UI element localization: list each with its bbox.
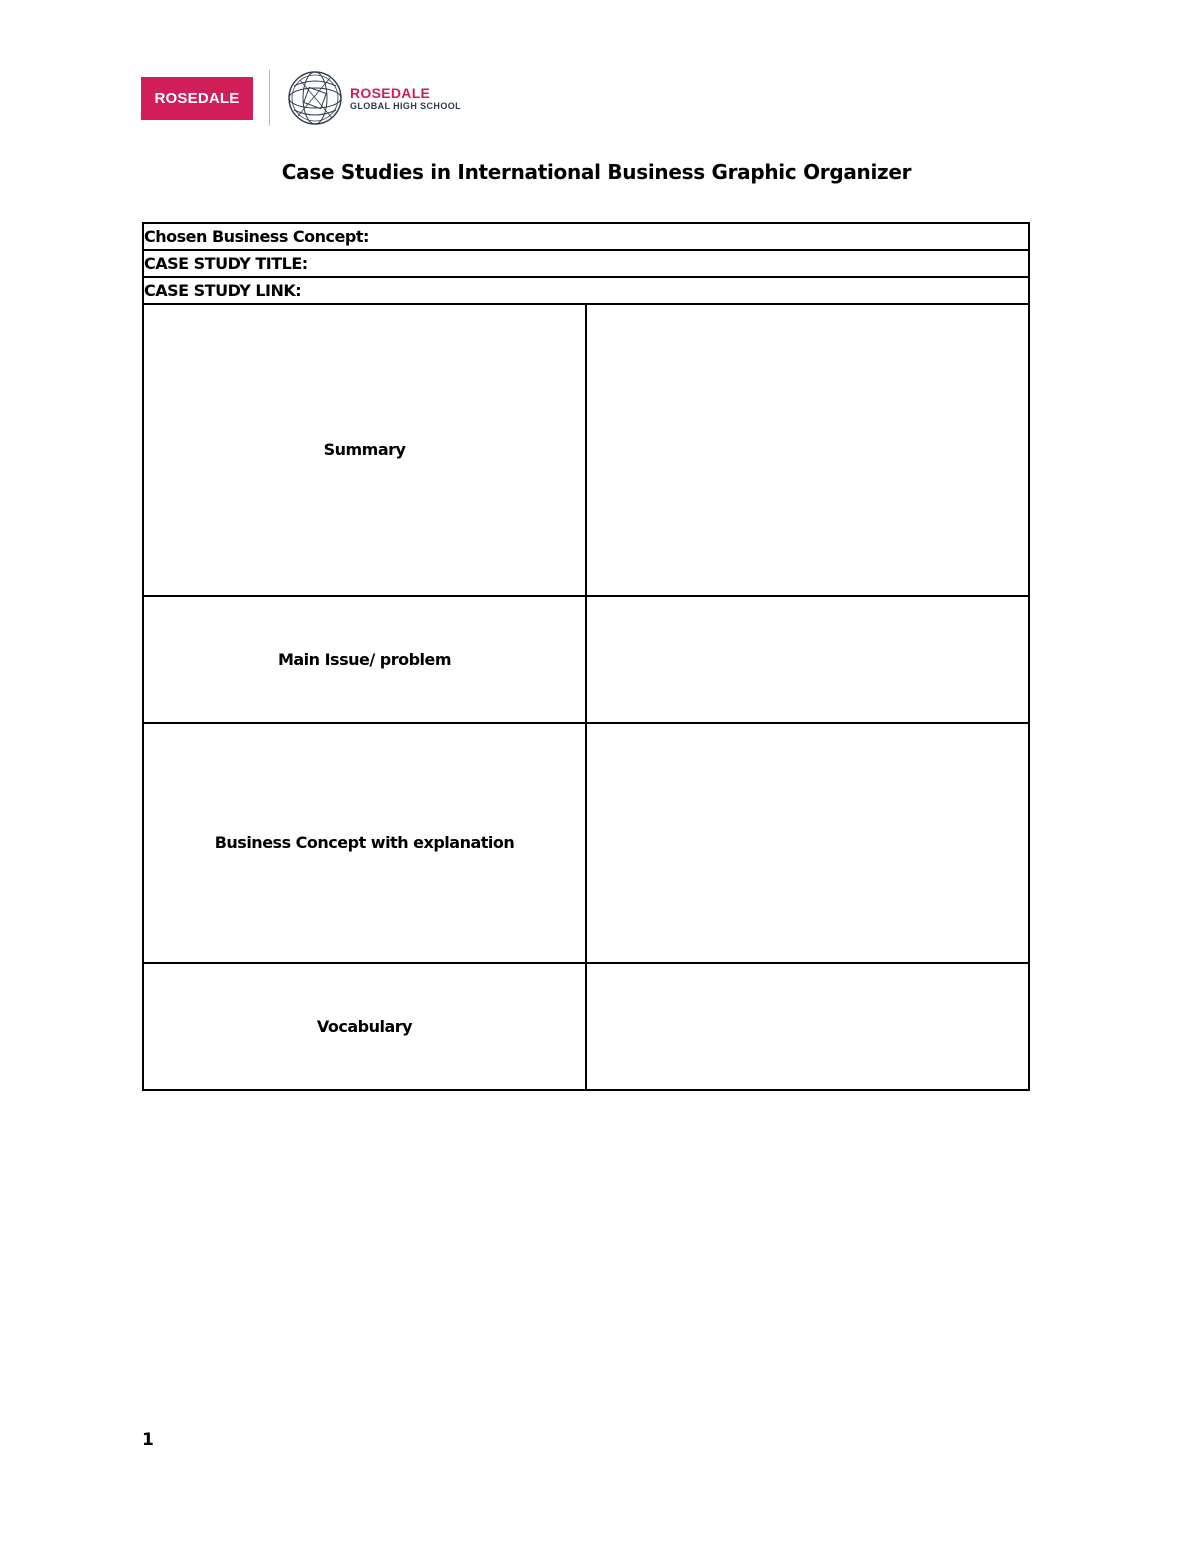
graphic-organizer-table [142, 222, 1030, 1091]
case-study-title-field[interactable]: CASE STUDY TITLE: [143, 250, 1029, 277]
main-issue-content[interactable] [586, 596, 1029, 723]
main-issue-label: Main Issue/ problem [143, 596, 586, 723]
vocabulary-label: Vocabulary [143, 963, 586, 1090]
table-row [143, 223, 1029, 250]
table-row [143, 596, 1029, 723]
summary-content[interactable] [586, 304, 1029, 596]
case-study-link-field[interactable]: CASE STUDY LINK: [143, 277, 1029, 304]
globe-icon [286, 68, 344, 128]
business-concept-label: Business Concept with explanation [143, 723, 586, 963]
table-row [143, 723, 1029, 963]
logo-divider [269, 70, 270, 126]
school-name: ROSEDALE [350, 85, 431, 101]
summary-label: Summary [143, 304, 586, 596]
table-row [143, 250, 1029, 277]
vocabulary-content[interactable] [586, 963, 1029, 1090]
business-concept-content[interactable] [586, 723, 1029, 963]
rosedale-logo [141, 77, 253, 120]
rosedale-logo-text: ROSEDALE [154, 90, 240, 107]
page-number: 1 [142, 1430, 154, 1450]
header-logos [141, 68, 481, 128]
chosen-business-concept-field[interactable]: Chosen Business Concept: [143, 223, 1029, 250]
table-row [143, 304, 1029, 596]
page-title: Case Studies in International Business Graphic Organizer [281, 160, 912, 184]
table-row [143, 963, 1029, 1090]
school-subtitle: GLOBAL HIGH SCHOOL [350, 101, 462, 111]
table-row [143, 277, 1029, 304]
